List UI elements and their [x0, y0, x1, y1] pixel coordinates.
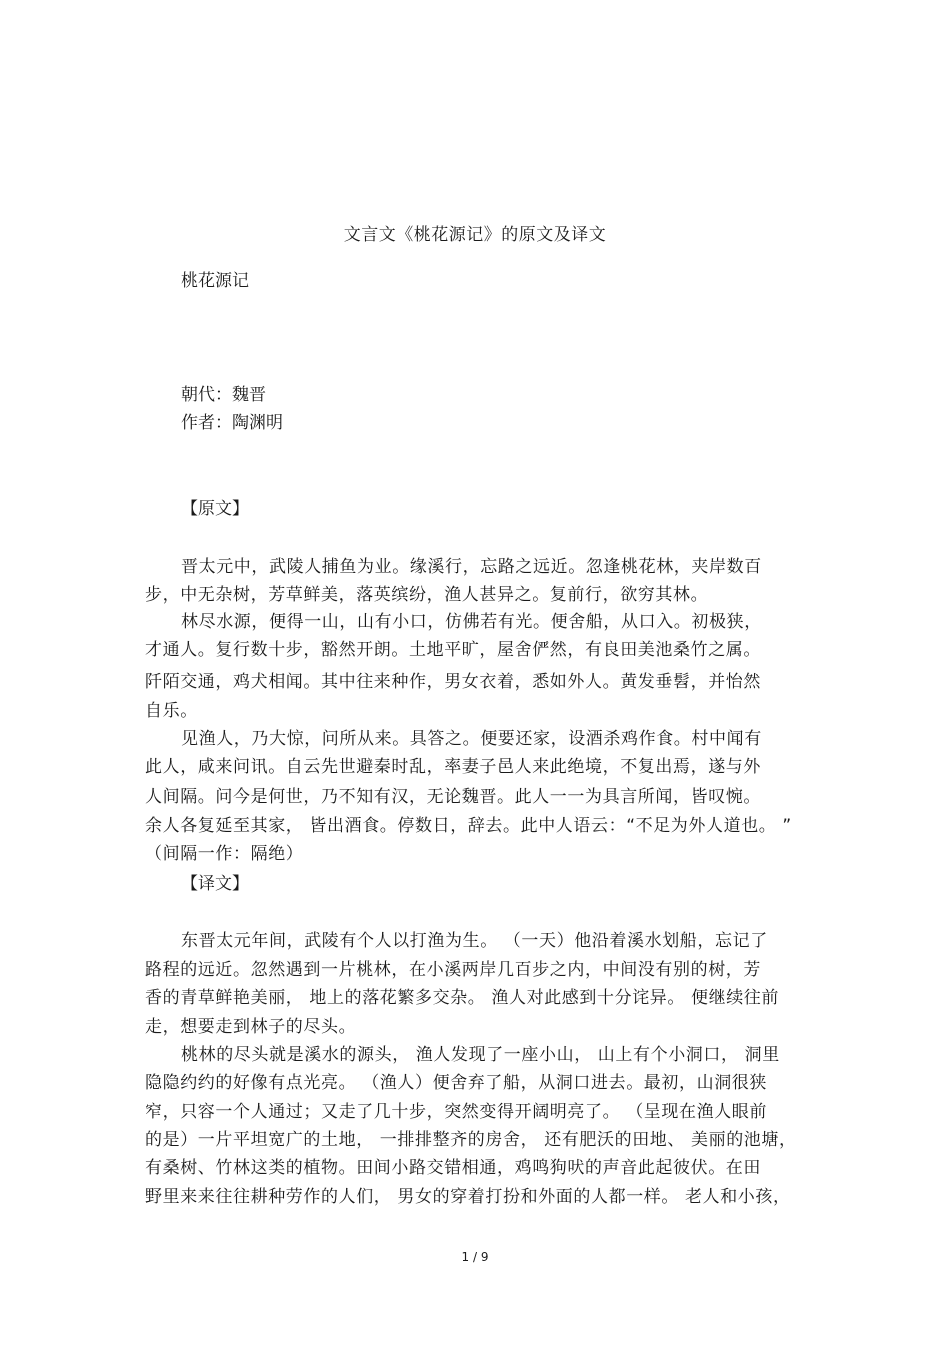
original-heading: 【原文】 [181, 499, 249, 519]
original-line: 步，中无杂树，芳草鲜美，落英缤纷，渔人甚异之。复前行，欲穷其林。 [145, 585, 709, 605]
original-line: 人间隔。问今是何世，乃不知有汉，无论魏晋。此人一一为具言所闻，皆叹惋。 [145, 787, 761, 807]
original-line: 此人，咸来问讯。自云先世避秦时乱，率妻子邑人来此绝境，不复出焉，遂与外 [145, 757, 761, 777]
original-note: （间隔一作：隔绝） [145, 844, 304, 864]
translation-line: 路程的远近。忽然遇到一片桃林，在小溪两岸几百步之内，中间没有别的树，芳 [145, 960, 761, 980]
document-title: 文言文《桃花源记》的原文及译文 [343, 225, 607, 245]
translation-line: 东晋太元年间，武陵有个人以打渔为生。 （一天）他沿着溪水划船，忘记了 [181, 931, 768, 951]
poem-title: 桃花源记 [181, 271, 249, 291]
translation-heading: 【译文】 [181, 874, 249, 894]
translation-line: 桃林的尽头就是溪水的源头， 渔人发现了一座小山， 山上有个小洞口， 洞里 [181, 1045, 780, 1065]
original-line: 才通人。复行数十步，豁然开朗。土地平旷，屋舍俨然，有良田美池桑竹之属。 [145, 640, 761, 660]
translation-line: 走，想要走到林子的尽头。 [145, 1017, 357, 1037]
original-line: 自乐。 [145, 701, 198, 721]
translation-line: 香的青草鲜艳美丽， 地上的落花繁多交杂。 渔人对此感到十分诧异。 便继续往前 [145, 988, 780, 1008]
original-line: 晋太元中，武陵人捕鱼为业。缘溪行，忘路之远近。忽逢桃花林，夹岸数百 [181, 557, 762, 577]
translation-line: 有桑树、竹林这类的植物。田间小路交错相通，鸡鸣狗吠的声音此起彼伏。在田 [145, 1158, 761, 1178]
author-line: 作者：陶渊明 [181, 413, 283, 433]
original-line: 余人各复延至其家， 皆出酒食。停数日，辞去。此中人语云：“不足为外人道也。 ” [145, 816, 792, 836]
translation-line: 野里来来往往耕种劳作的人们， 男女的穿着打扮和外面的人都一样。 老人和小孩， [145, 1187, 791, 1207]
translation-line: 的是）一片平坦宽广的土地， 一排排整齐的房舍， 还有肥沃的田地、 美丽的池塘， [145, 1130, 797, 1150]
original-line: 阡陌交通，鸡犬相闻。其中往来种作，男女衣着，悉如外人。黄发垂髫，并怡然 [145, 672, 761, 692]
translation-line: 窄，只容一个人通过；又走了几十步，突然变得开阔明亮了。 （呈现在渔人眼前 [145, 1102, 768, 1122]
dynasty-line: 朝代：魏晋 [181, 385, 266, 405]
translation-line: 隐隐约约的好像有点光亮。 （渔人）便舍弃了船，从洞口进去。最初，山洞很狭 [145, 1073, 768, 1093]
page-number: 1 / 9 [461, 1250, 489, 1264]
original-line: 林尽水源，便得一山，山有小口，仿佛若有光。便舍船，从口入。初极狭， [181, 612, 762, 632]
original-line: 见渔人，乃大惊，问所从来。具答之。便要还家，设酒杀鸡作食。村中闻有 [181, 729, 762, 749]
